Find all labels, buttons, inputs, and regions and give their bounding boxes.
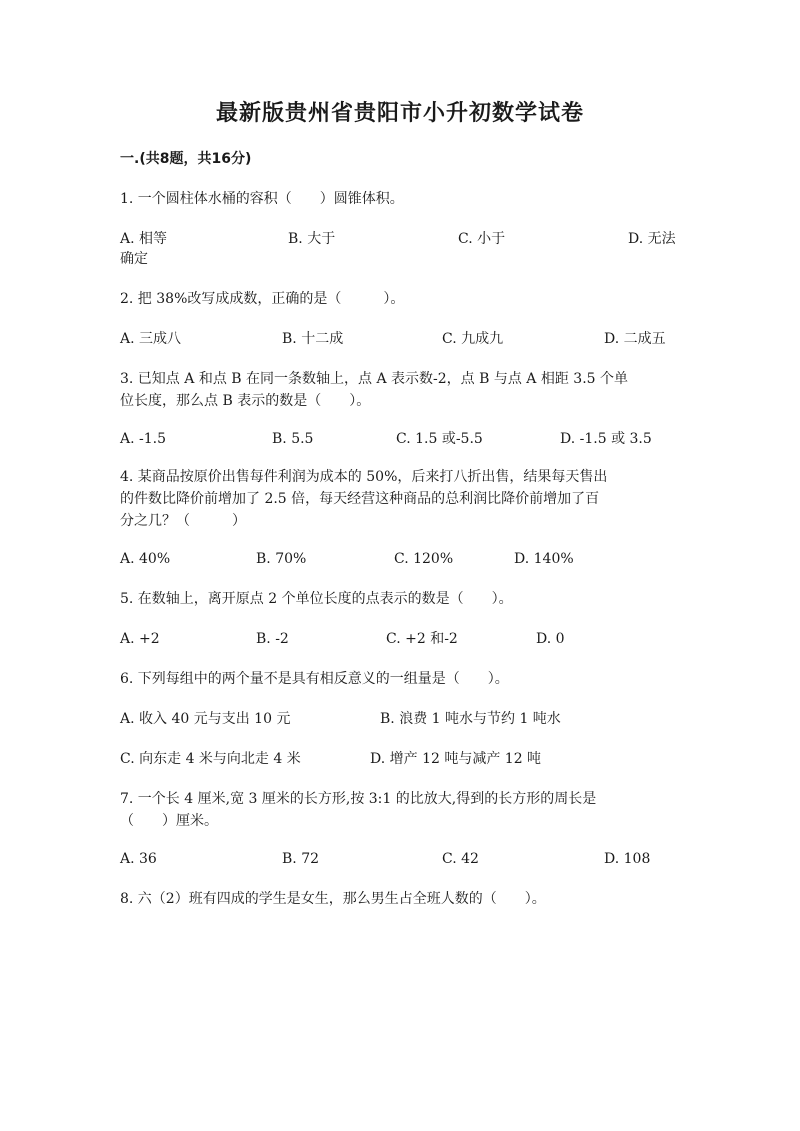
option-c: C. 42	[442, 851, 479, 867]
page-title: 最新版贵州省贵阳市小升初数学试卷	[215, 101, 584, 126]
option-d: D. 108	[604, 851, 651, 867]
option-d: D. 增产 12 吨与减产 12 吨	[370, 751, 542, 767]
question-7-options	[120, 848, 680, 870]
question-1-options	[120, 228, 680, 250]
option-b: B. 5.5	[272, 431, 314, 447]
question-7-stem	[120, 788, 680, 832]
section-heading: 一.(共8题，共16分)	[120, 151, 252, 167]
option-b: B. 浪费 1 吨水与节约 1 吨水	[380, 711, 561, 727]
question-stem-line: 分之几？（ ）	[120, 513, 246, 529]
question-stem-line: 的件数比降价前增加了 2.5 倍，每天经营这种商品的总利润比降价前增加了百	[120, 491, 600, 507]
option-a: A. -1.5	[120, 431, 167, 447]
question-stem-line: 3. 已知点 A 和点 B 在同一条数轴上，点 A 表示数-2，点 B 与点 A 相距 3.5 个单	[120, 371, 629, 387]
question-stem-line: 6. 下列每组中的两个量不是具有相反意义的一组量是（ ）。	[120, 671, 509, 687]
question-stem-line: （ ）厘米。	[120, 813, 218, 829]
question-8-stem	[120, 888, 680, 910]
question-stem-line: 7. 一个长 4 厘米,宽 3 厘米的长方形,按 3:1 的比放大,得到的长方形的周长是	[120, 791, 597, 807]
question-3-options	[120, 428, 680, 450]
question-6-options-row-1	[120, 708, 680, 730]
question-stem-line: 2. 把 38%改写成成数，正确的是（ ）。	[120, 291, 405, 307]
question-5-stem	[120, 588, 680, 610]
question-5-options	[120, 628, 680, 650]
option-a: A. +2	[120, 631, 160, 647]
option-c: C. 1.5 或-5.5	[396, 431, 483, 447]
option-a: A. 相等	[120, 231, 168, 247]
option-c: C. 九成九	[442, 331, 504, 347]
option-c: C. 小于	[458, 231, 506, 247]
option-a: A. 收入 40 元与支出 10 元	[120, 711, 291, 727]
option-d: D. 无法	[628, 231, 676, 247]
question-2-stem	[120, 288, 680, 310]
question-2-options	[120, 328, 680, 350]
option-a: A. 40%	[120, 551, 171, 567]
question-4-options	[120, 548, 680, 570]
option-d: D. 0	[536, 631, 565, 647]
question-6-stem	[120, 668, 680, 690]
option-a: A. 三成八	[120, 331, 182, 347]
option-b: B. 70%	[256, 551, 307, 567]
question-stem-line: 1. 一个圆柱体水桶的容积（ ）圆锥体积。	[120, 191, 404, 207]
question-stem-line: 位长度，那么点 B 表示的数是（ ）。	[120, 393, 371, 409]
option-b: B. -2	[256, 631, 289, 647]
question-4-stem	[120, 466, 680, 532]
question-1-stem	[120, 188, 680, 210]
option-b: B. 72	[282, 851, 320, 867]
question-3-stem	[120, 368, 680, 412]
option-a: A. 36	[120, 851, 157, 867]
question-stem-line: 5. 在数轴上，离开原点 2 个单位长度的点表示的数是（ ）。	[120, 591, 513, 607]
option-c: C. +2 和-2	[386, 631, 458, 647]
question-1-option-wrap	[120, 248, 680, 270]
option-c: C. 120%	[394, 551, 454, 567]
option-d-wrap: 确定	[120, 251, 148, 267]
question-stem-line: 4. 某商品按原价出售每件利润为成本的 50%，后来打八折出售，结果每天售出	[120, 469, 608, 485]
option-d: D. 二成五	[604, 331, 666, 347]
option-b: B. 十二成	[282, 331, 344, 347]
question-stem-line: 8. 六（2）班有四成的学生是女生，那么男生占全班人数的（ ）。	[120, 891, 546, 907]
option-b: B. 大于	[288, 231, 336, 247]
question-6-options-row-2	[120, 748, 680, 770]
option-d: D. 140%	[514, 551, 574, 567]
option-c: C. 向东走 4 米与向北走 4 米	[120, 751, 301, 767]
option-d: D. -1.5 或 3.5	[560, 431, 652, 447]
